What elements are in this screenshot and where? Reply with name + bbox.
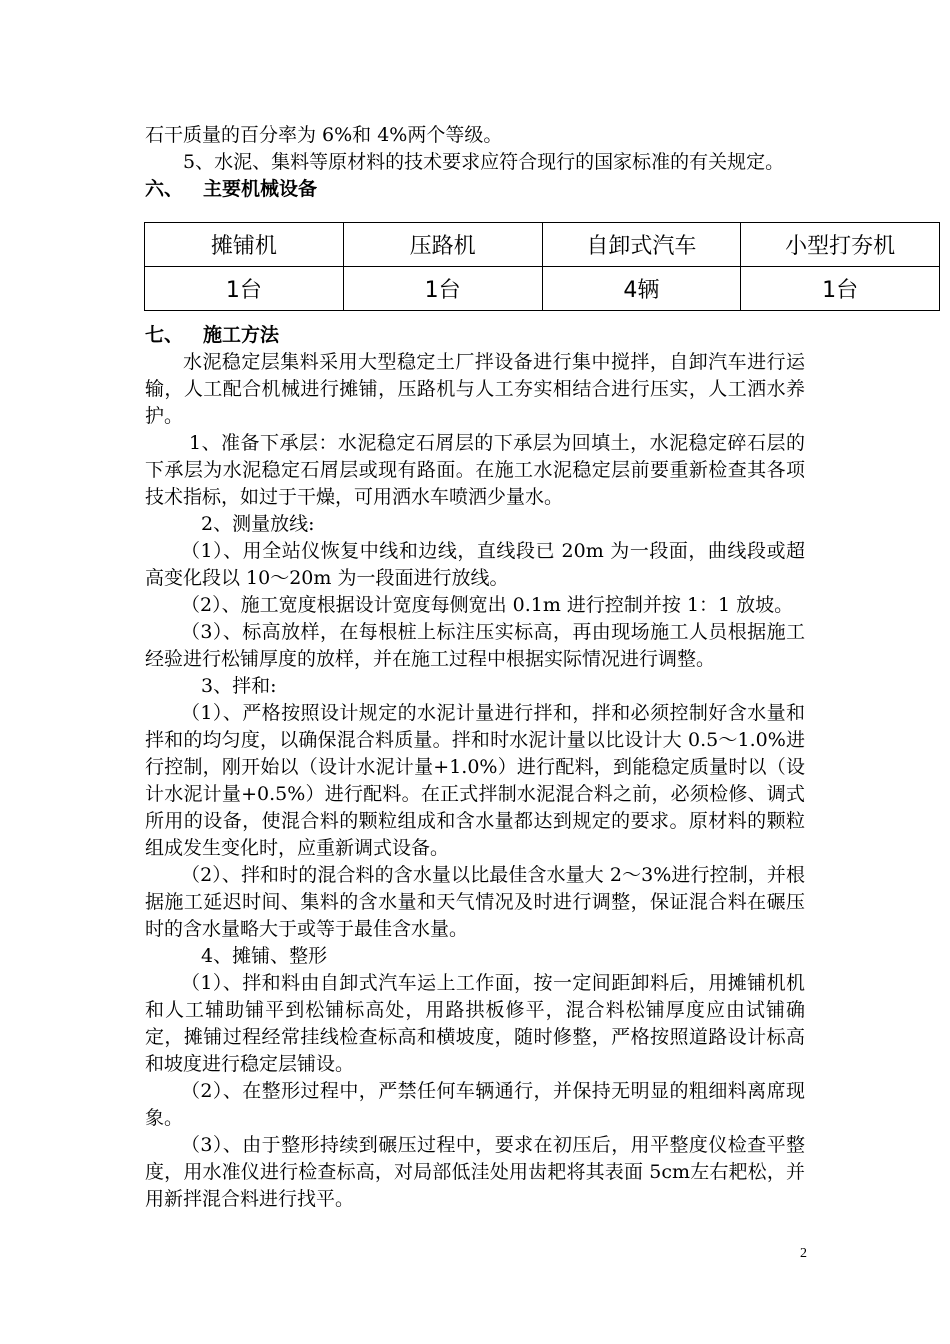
table-cell: 自卸式汽车 [542, 223, 741, 267]
paragraph-overview: 水泥稳定层集料采用大型稳定土厂拌设备进行集中搅拌，自卸汽车进行运输，人工配合机械进行摊铺，压路机与人工夯实相结合进行压实，人工洒水养护。 [145, 351, 805, 427]
paragraph-survey-1: （1）、用全站仪恢复中线和边线，直线段已 20m 为一段面，曲线段或超高变化段以 10～20m 为一段面进行放线。 [145, 540, 805, 589]
section-number: 六、 [145, 178, 184, 200]
construction-method-section [145, 322, 805, 1213]
subheading-mixing: 3、拌和: [201, 675, 277, 697]
table-cell: 摊铺机 [145, 223, 344, 267]
paragraph-survey-3: （3）、标高放样，在每根桩上标注压实标高，再由现场施工人员根据施工经验进行松铺厚度的放样，并在施工过程中根据实际情况进行调整。 [145, 621, 805, 670]
table-cell: 1台 [741, 267, 940, 311]
section-number: 七、 [145, 324, 184, 346]
paragraph-grade: 石干质量的百分率为 6%和 4%两个等级。 [145, 124, 503, 146]
paragraph-paving-3: （3）、由于整形持续到碾压过程中，要求在初压后，用平整度仪检查平整度，用水准仪进行检查标高，对局部低洼处用齿耙将其表面 5cm左右耙松，并用新拌混合料进行找平。 [145, 1134, 805, 1210]
page-number: 2 [800, 1246, 807, 1261]
top-text-block [145, 122, 805, 203]
paragraph-paving-1: （1）、拌和料由自卸式汽车运上工作面，按一定间距卸料后，用摊铺机机和人工辅助铺平到松铺标高处，用路拱板修平，混合料松铺厚度应由试铺确定，摊铺过程经常挂线检查标高和横坡度，随时修整，严格按照道路设计标高和坡度进行稳定层铺设。 [145, 972, 805, 1075]
table-cell: 1台 [145, 267, 344, 311]
paragraph-paving-2: （2）、在整形过程中，严禁任何车辆通行，并保持无明显的粗细料离席现象。 [145, 1080, 805, 1129]
paragraph-sublayer: 1、准备下承层：水泥稳定石屑层的下承层为回填土，水泥稳定碎石层的下承层为水泥稳定石屑层或现有路面。在施工水泥稳定层前要重新检查其各项技术指标，如过于干燥，可用洒水车喷洒少量水。 [145, 432, 805, 508]
paragraph-survey-2: （2）、施工宽度根据设计宽度每侧宽出 0.1m 进行控制并按 1：1 放坡。 [181, 594, 794, 616]
section-heading-equipment [145, 176, 805, 203]
section-title: 施工方法 [203, 324, 280, 346]
table-cell: 4辆 [542, 267, 741, 311]
paragraph-mixing-2: （2）、拌和时的混合料的含水量以比最佳含水量大 2～3%进行控制，并根据施工延迟时间、集料的含水量和天气情况及时进行调整，保证混合料在碾压时的含水量略大于或等于最佳含水量。 [145, 864, 805, 940]
subheading-paving: 4、摊铺、整形 [201, 945, 328, 967]
table-header-row [145, 223, 940, 267]
table-cell: 小型打夯机 [741, 223, 940, 267]
table-cell: 1台 [343, 267, 542, 311]
subheading-survey: 2、测量放线: [201, 513, 315, 535]
equipment-table [144, 222, 940, 311]
section-title: 主要机械设备 [203, 178, 318, 200]
section-heading-method [145, 322, 805, 349]
paragraph-mixing-1: （1）、严格按照设计规定的水泥计量进行拌和，拌和必须控制好含水量和拌和的均匀度，以确保混合料质量。拌和时水泥计量以比设计大 0.5～1.0%进行控制，刚开始以（设计水泥计量+1.0%）进行配料，到能稳定质量时以（设计水泥计量+0.5%）进行配料。在正式拌制水泥混合料之前，必须检修、调式所用的设备，使混合料的颗粒组成和含水量都达到规定的要求。原材料的颗粒组成发生变化时，应重新调式设备。 [145, 702, 805, 859]
table-cell: 压路机 [343, 223, 542, 267]
paragraph-materials: 5、水泥、集料等原材料的技术要求应符合现行的国家标准的有关规定。 [183, 151, 785, 173]
table-row [145, 267, 940, 311]
